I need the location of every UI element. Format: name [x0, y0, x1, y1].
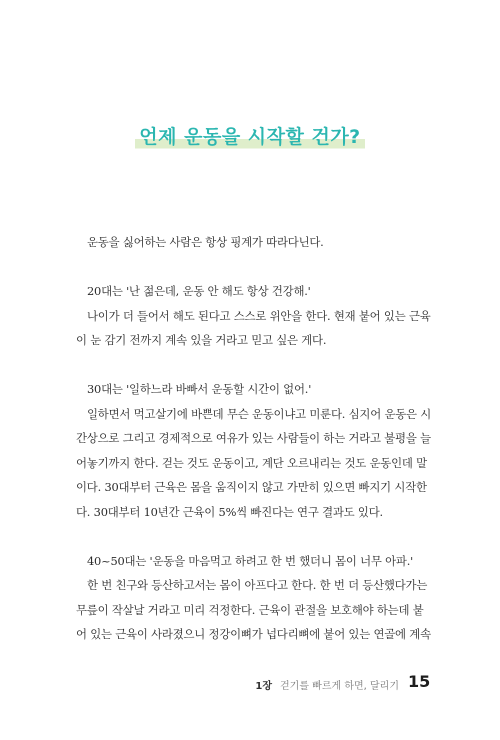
text-line: 어놓기까지 한다. 걷는 것도 운동이고, 계단 오르내리는 것도 운동인데 말 [76, 455, 427, 470]
page-footer [0, 672, 500, 694]
text-line: 간상으로 그리고 경제적으로 여유가 있는 사람들이 하는 거라고 불평을 늘 [76, 431, 431, 445]
text-line: 운동을 싫어하는 사람은 항상 핑계가 따라다닌다. [87, 235, 324, 249]
text-line: 나이가 더 들어서 해도 된다고 스스로 위안을 한다. 현재 붙어 있는 근육 [87, 308, 431, 323]
chapter-number: 1장 [255, 681, 272, 692]
body-text [76, 230, 432, 671]
quote-line: 30대는 '일하느라 바빠서 운동할 시간이 없어.' [87, 382, 312, 396]
chapter-title: 걷기를 빠르게 하면, 달리기 [280, 681, 399, 692]
page-number: 15 [408, 672, 431, 691]
paragraph-intro [76, 230, 432, 255]
text-line: 한 번 친구와 등산하고서는 몸이 아프다고 한다. 한 번 더 등산했다가는 [87, 578, 428, 592]
section-title: 언제 운동을 시작할 건가? [135, 122, 364, 151]
text-line: 어 있는 근육이 사라졌으니 정강이뼈가 넙다리뼈에 붙어 있는 연골에 계속 [76, 627, 431, 641]
paragraph-30s [76, 377, 432, 524]
text-line: 이다. 30대부터 근육은 몸을 움직이지 않고 가만히 있으면 빠지기 시작한 [76, 480, 427, 494]
text-line: 이 눈 감기 전까지 계속 있을 거라고 믿고 싶은 게다. [76, 333, 327, 347]
section-heading [0, 122, 500, 151]
paragraph-20s [76, 279, 432, 353]
paragraph-40s-50s [76, 549, 432, 647]
text-line: 무릎이 작살날 거라고 미리 걱정한다. 근육이 관절을 보호해야 하는데 붙 [76, 602, 424, 617]
text-line: 일하면서 먹고살기에 바쁜데 무슨 운동이냐고 미룬다. 심지어 운동은 시 [87, 406, 432, 421]
quote-line: 20대는 '난 젊은데, 운동 안 해도 항상 건강해.' [87, 284, 311, 298]
text-line: 다. 30대부터 10년간 근육이 5%씩 빠진다는 연구 결과도 있다. [76, 504, 383, 519]
quote-line: 40~50대는 '운동을 마음먹고 하려고 한 번 했더니 몸이 너무 아파.' [87, 553, 414, 568]
